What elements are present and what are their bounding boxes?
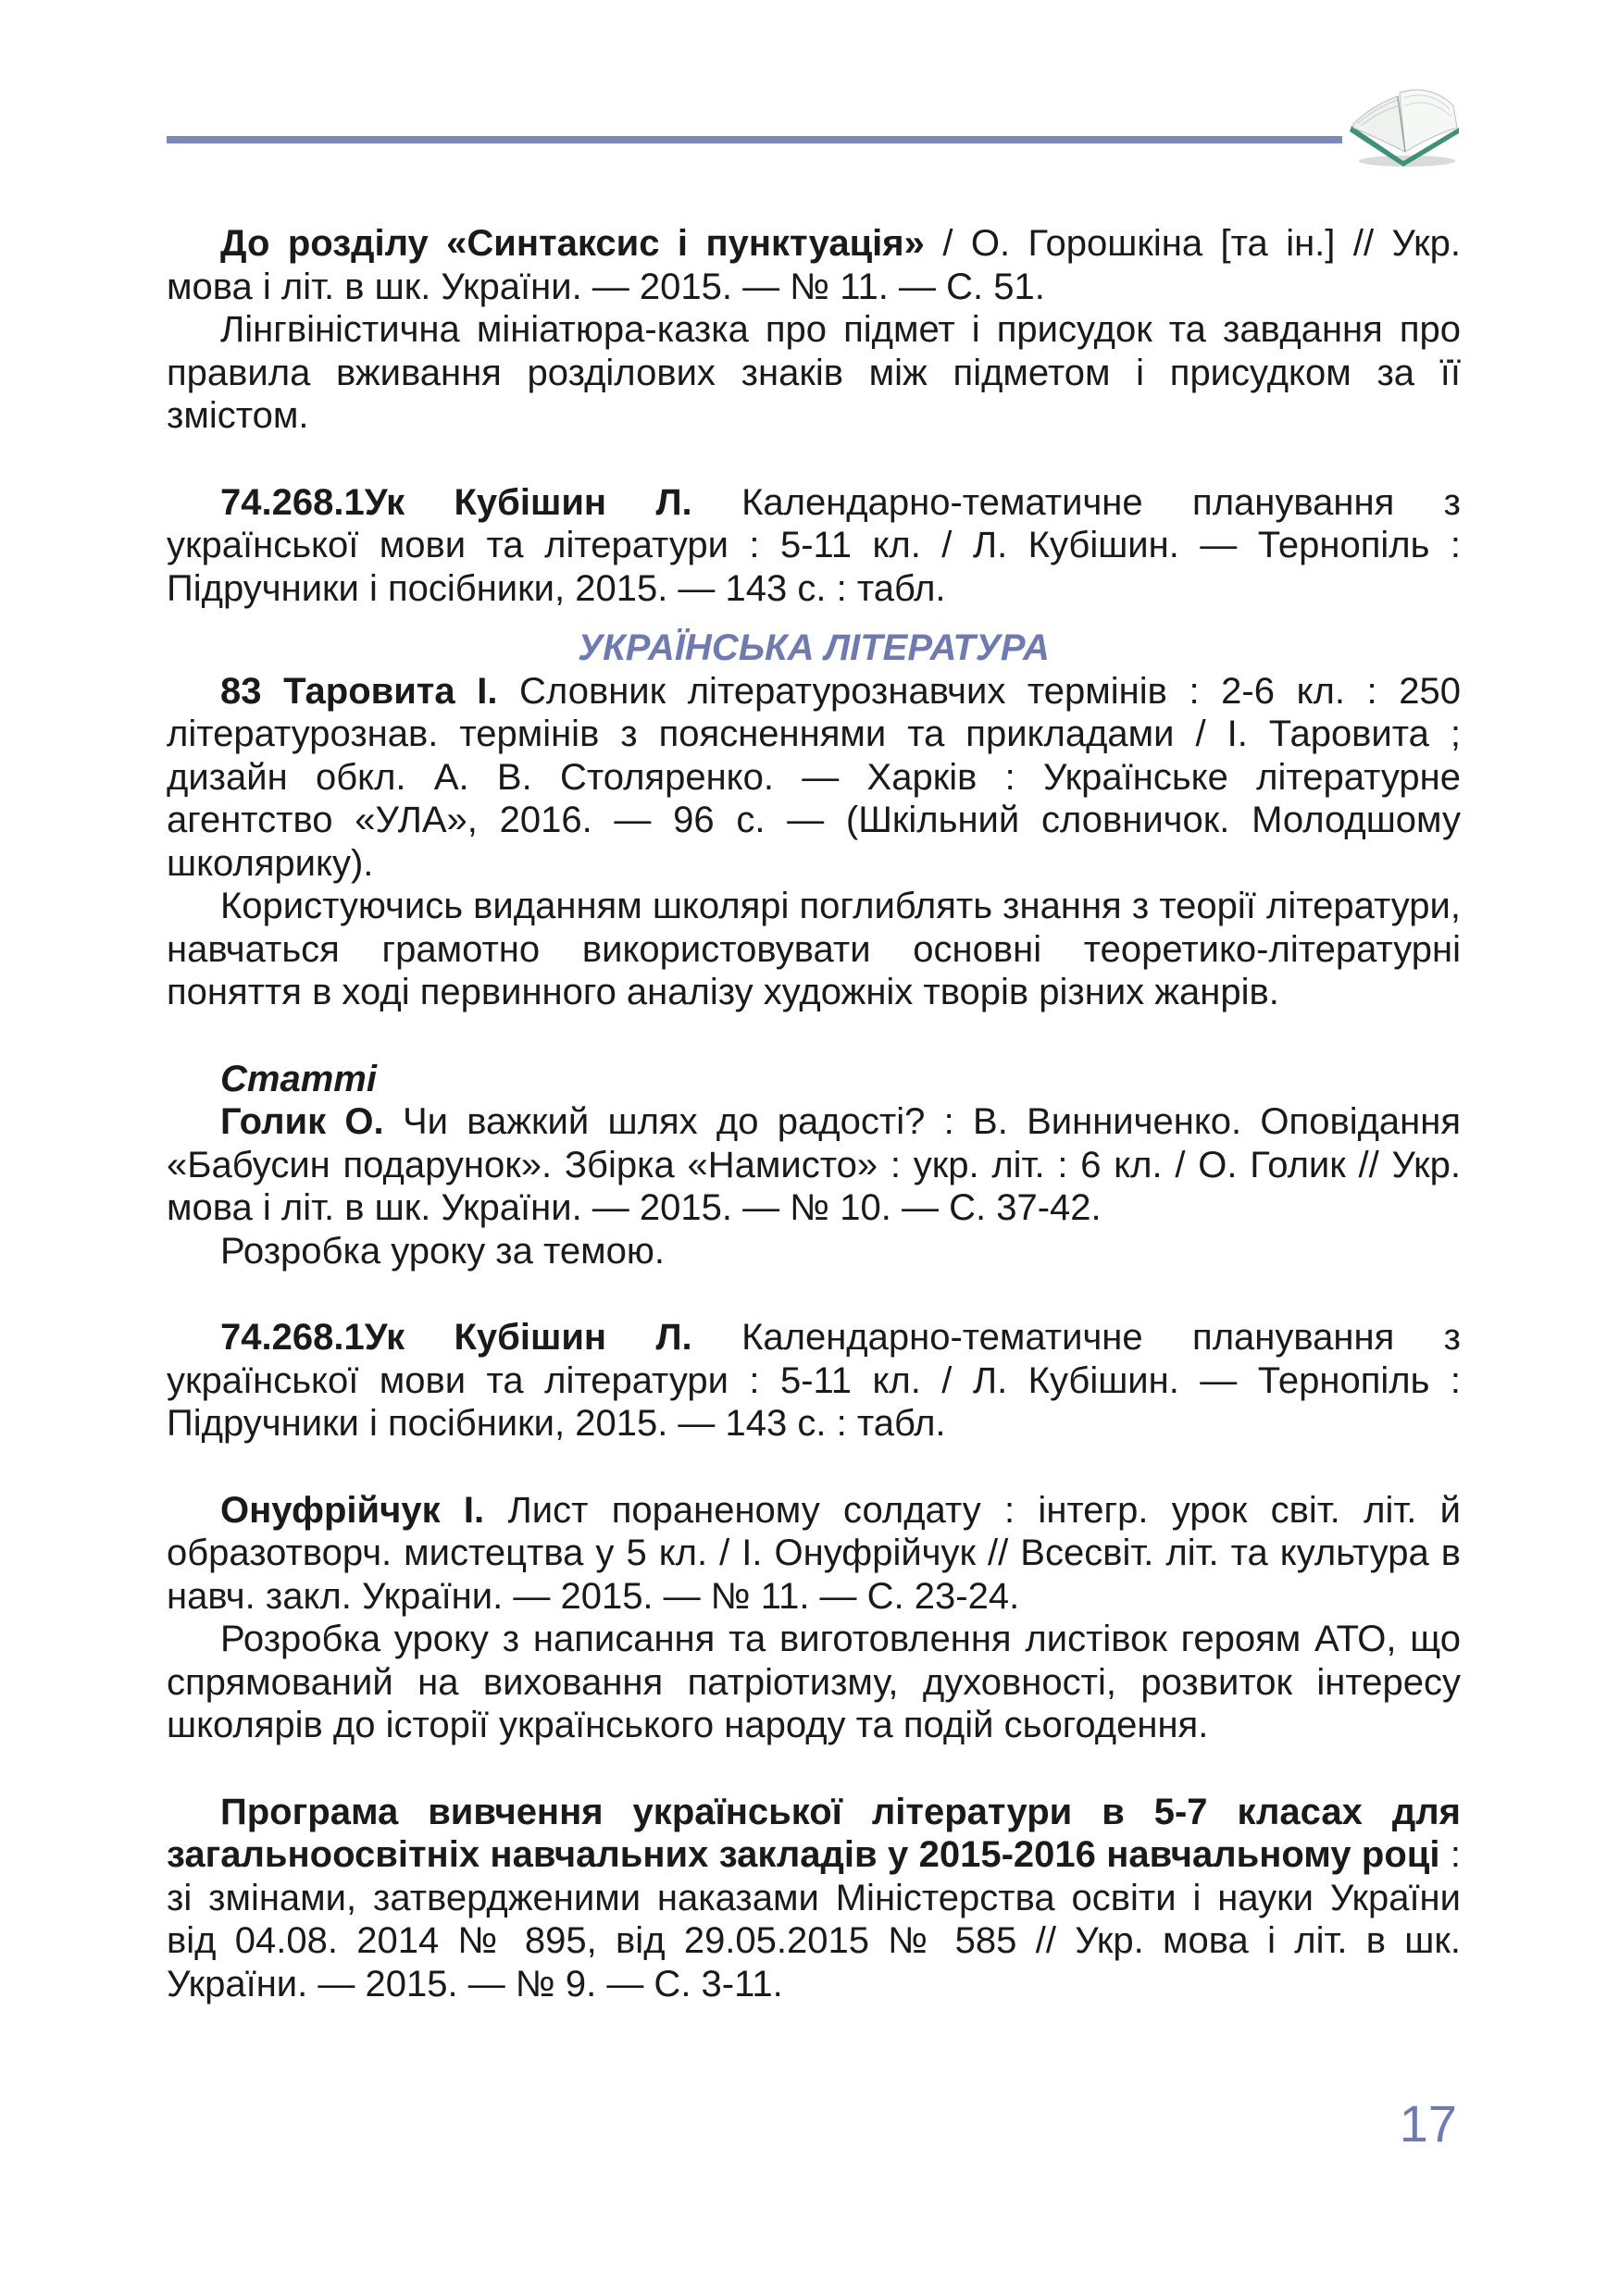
bibliography-entry [167,1316,1461,1446]
entry-title: 74.268.1Ук Кубішин Л. [220,1317,692,1358]
entry-citation [167,222,1461,308]
entry-details: Лист пораненому солдату : інтегр. урок світ. літ. й образотворч. мистецтва у 5 кл. / І. Онуфрійчук // Всесвіт. літ. та культура в навч. закл. України. — 2015. — № 11. — С. 23-24. [167,1489,1461,1617]
entry-citation [167,1316,1461,1446]
page-number: 17 [1399,2094,1457,2153]
header-rule [167,136,1342,143]
open-book-icon [1344,78,1464,170]
entry-citation [167,670,1461,886]
entry-details: : зі змінами, затвердженими наказами Міністерства освіти і науки України від 04.08. 2014 № 895, від 29.05.2015 № 585 // Укр. мова і літ. в шк. України. — 2015. — № 9. — С. 3-11. [167,1834,1461,2004]
entry-title: Онуфрійчук І. [220,1489,485,1531]
bibliography-entry [167,670,1461,1014]
entry-citation [167,1100,1461,1230]
entry-annotation: Розробка уроку з написання та виготовлення листівок героям АТО, що спрямований на виховання патріотизму, духовності, розвиток інтересу школярів до історії українського народу та подій сьогодення. [167,1619,1461,1745]
bibliography-entry [167,1791,1461,2006]
entry-details: Календарно-тематичне планування з української мови та літератури : 5-11 кл. / Л. Кубішин. — Тернопіль : Підручники і посібники, 2015. — 143 с. : табл. [167,1317,1462,1444]
bibliography-entry [167,1100,1461,1272]
entry-citation [167,1791,1461,2006]
entry-details: Чи важкий шлях до радості? : В. Винниченко. Оповідання «Бабусин подарунок». Збірка «Намисто» : укр. літ. : 6 кл. / О. Голик // Укр. мова і літ. в шк. України. — 2015. — № 10. — С. 37-42. [167,1101,1462,1228]
subsection-title: Статті [220,1058,377,1099]
entry-annotation: Розробка уроку за темою. [220,1230,665,1272]
entry-title: 83 Таровита І. [220,670,498,712]
entry-annotation: Лінгвіністична мініатюра-казка про підмет і присудок та завдання про правила вживання розділових знаків між підметом і присудком за її змістом. [167,309,1461,436]
page-content [167,222,1461,2005]
entry-details: Календарно-тематичне планування з української мови та літератури : 5-11 кл. / Л. Кубішин. — Тернопіль : Підручники і посібники, 2015. — 143 с. : табл. [167,481,1462,609]
entry-title: Програма вивчення української літератури в 5-7 класах для загальноосвітніх навчальних закладів у 2015-2016 навчальному році [167,1791,1461,1875]
bibliography-entry [167,1489,1461,1747]
entry-title: До розділу «Синтаксис і пунктуація» [220,223,925,264]
entry-citation [167,1489,1461,1619]
entry-title: Голик О. [220,1101,384,1142]
bibliography-entry [167,222,1461,438]
entry-details: Словник літературознавчих термінів : 2-6 кл. : 250 літературознав. термінів з поясненнями та прикладами / І. Таровита ; дизайн обкл. А. В. Столяренко. — Харків : Українське літературне агентство «УЛА», 2016. — 96 с. — (Шкільний словничок. Молодшому школярику). [167,670,1461,884]
entry-citation [167,481,1461,611]
bibliography-entry [167,481,1461,611]
entry-title: 74.268.1Ук Кубішин Л. [220,481,692,523]
section-title: УКРАЇНСЬКА ЛІТЕРАТУРА [578,627,1050,668]
entry-annotation: Користуючись виданням школярі поглиблять знання з теорії літератури, навчаться грамотно використовувати основні теоретико-літературні поняття в ході первинного аналізу художніх творів різних жанрів. [167,886,1461,1012]
entry-details: / О. Горошкіна [та ін.] // Укр. мова і літ. в шк. України. — 2015. — № 11. — С. 51. [167,223,1461,307]
